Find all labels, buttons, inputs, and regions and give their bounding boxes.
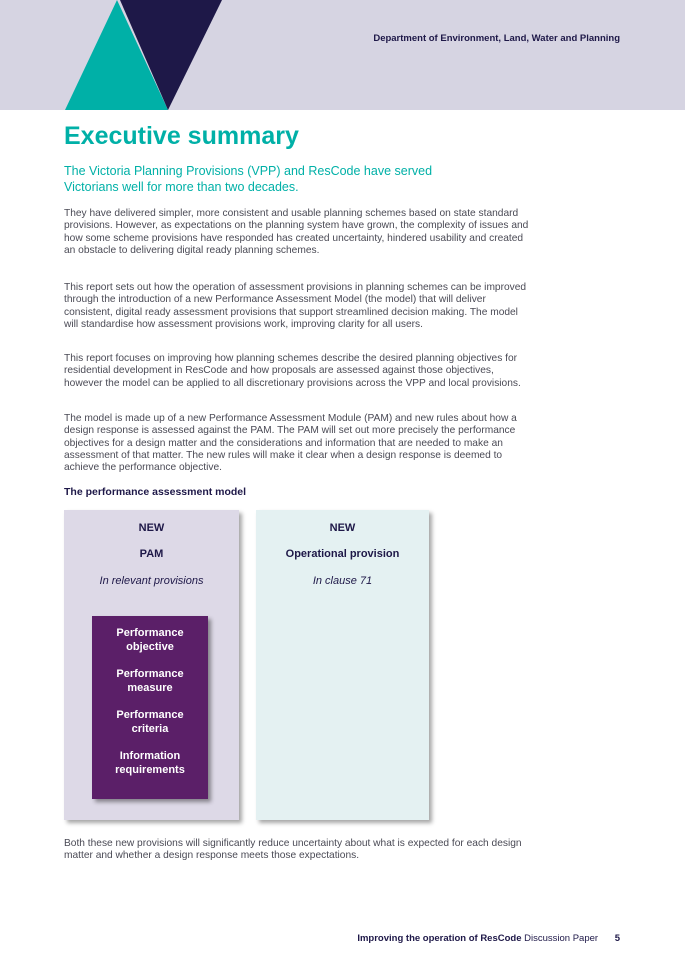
lead-paragraph: The Victoria Planning Provisions (VPP) and ResCode have served Victorians well for more than two decades. xyxy=(64,164,433,194)
body-paragraph: They have delivered simpler, more consistent and usable planning schemes based on state standard provisions. However, as expectations on the planning system have grown, the complexity of issues and how some scheme provisions have responded has created uncertainty, hindered usability and created an obstacle to delivering digital ready planning schemes. xyxy=(64,208,529,256)
pam-component-item: Performance measure xyxy=(116,668,184,694)
footer-doc-type: Discussion Paper xyxy=(524,933,599,944)
body-paragraph: This report focuses on improving how planning schemes describe the desired planning objectives for residential development in ResCode and how proposals are assessed against those objectives, however the model can be applied to all discretionary provisions across the VPP and local provisions. xyxy=(64,353,521,389)
pam-name: PAM xyxy=(139,548,164,560)
pam-components-box xyxy=(92,616,208,799)
body-paragraph: This report sets out how the operation of assessment provisions in planning schemes can be improved through the introduction of a new Performance Assessment Model (the model) that will deliver consistent, digital ready assessment provisions that support streamlined decision making. The model will standardise how assessment provisions work, improving clarity for all users. xyxy=(64,282,527,330)
brand-triangles-graphic xyxy=(0,0,685,110)
header-banner xyxy=(0,0,685,110)
page-number: 5 xyxy=(614,933,620,944)
pam-panel xyxy=(64,510,239,820)
page-footer xyxy=(357,933,620,944)
body-paragraph: The model is made up of a new Performance Assessment Module (PAM) and new rules about how a design response is assessed against the PAM. The PAM will set out more precisely the performance objectives for a design matter and the considerations and information that are needed to make an assessment of that matter. The new rules will make it clear when a design response is deemed to achieve the performance objective. xyxy=(64,413,517,474)
page-title: Executive summary xyxy=(64,122,299,150)
pam-component-item: Performance objective xyxy=(116,627,184,653)
department-name: Department of Environment, Land, Water and Planning xyxy=(373,33,620,44)
footer-doc-title: Improving the operation of ResCode xyxy=(357,933,522,944)
pam-component-item: Performance criteria xyxy=(116,709,184,735)
operational-new-tag: NEW xyxy=(329,522,356,534)
operational-provision-panel xyxy=(256,510,429,820)
pam-location: In relevant provisions xyxy=(99,575,204,587)
pam-component-item: Information requirements xyxy=(115,750,185,776)
closing-paragraph: Both these new provisions will significantly reduce uncertainty about what is expected for each design matter and whether a design response meets those expectations. xyxy=(64,838,522,862)
operational-name: Operational provision xyxy=(285,548,400,560)
pam-new-tag: NEW xyxy=(138,522,165,534)
operational-location: In clause 71 xyxy=(312,575,373,587)
model-heading: The performance assessment model xyxy=(64,486,247,498)
